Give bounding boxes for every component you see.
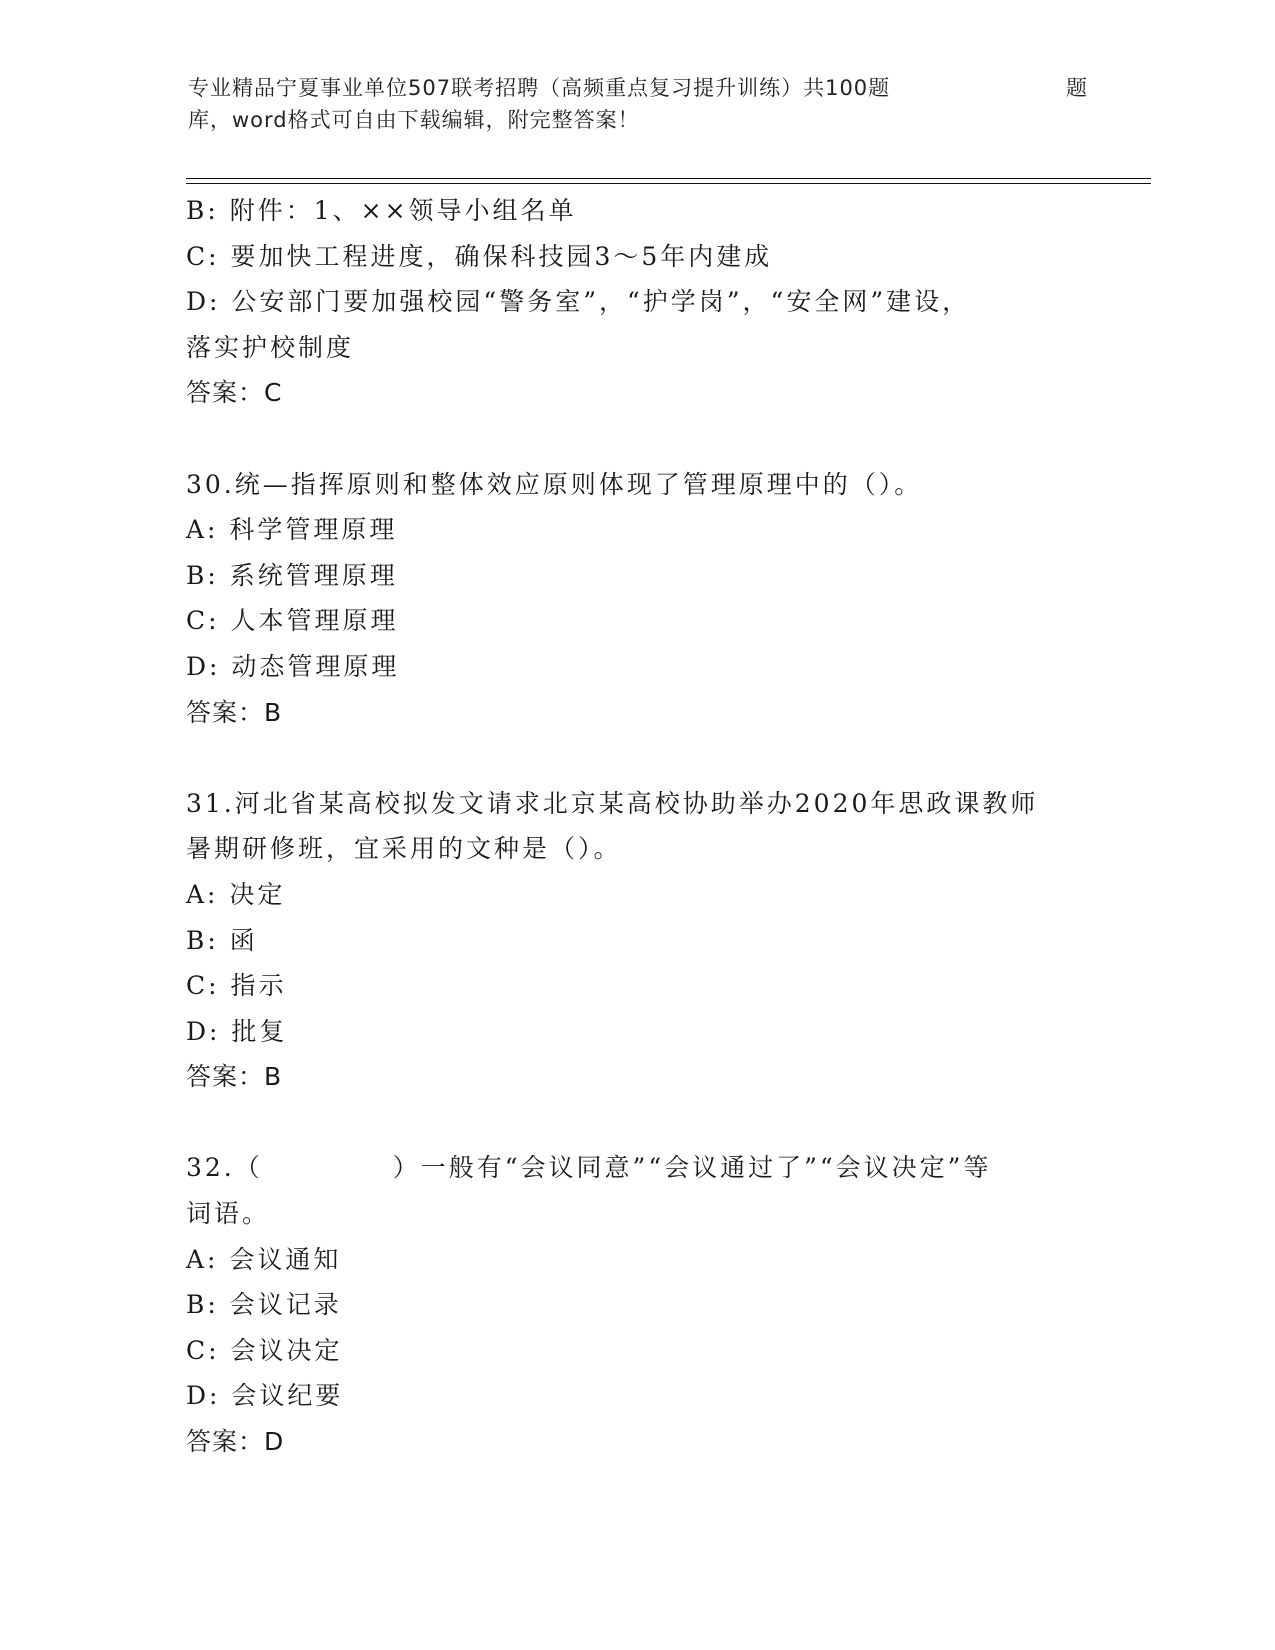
header-title: 专业精品宁夏事业单位507联考招聘（高频重点复习提升训练）共100题 — [188, 76, 891, 100]
option-d-continued: 落实护校制度 — [186, 332, 355, 362]
question-32 — [186, 1145, 1086, 1464]
option-b: B: 函 — [186, 925, 258, 955]
option-b: B: 系统管理原理 — [186, 560, 398, 590]
header-line-1 — [188, 72, 1088, 104]
option-d: D: 动态管理原理 — [186, 651, 400, 681]
answer: 答案：B — [186, 697, 283, 727]
option-a: A: 决定 — [186, 879, 286, 909]
spacer — [186, 416, 1086, 462]
option-a: A: 科学管理原理 — [186, 515, 398, 545]
option-b: B: 附件：1、××领导小组名单 — [186, 196, 577, 225]
option-d: D: 公安部门要加强校园“警务室”，“护学岗”，“安全网”建设， — [186, 287, 971, 317]
question-stem — [186, 1145, 1086, 1191]
option-c: C: 指示 — [186, 971, 287, 1001]
header-rule-top — [186, 178, 1151, 179]
spacer — [186, 735, 1086, 781]
question-30 — [186, 462, 1086, 736]
option-c: C: 人本管理原理 — [186, 606, 399, 636]
option-c: C: 要加快工程进度，确保科技园3～5年内建成 — [186, 241, 773, 271]
answer: 答案：B — [186, 1062, 283, 1092]
option-d: D: 会议纪要 — [186, 1381, 344, 1411]
answer: 答案：C — [186, 378, 283, 408]
question-stem-continued: 暑期研修班，宜采用的文种是（）。 — [186, 834, 622, 864]
question-stem-continued: 词语。 — [186, 1199, 271, 1229]
document-header — [188, 72, 1088, 136]
question-stem: 31.河北省某高校拟发文请求北京某高校协助举办2020年思政课教师 — [186, 788, 1039, 818]
header-line-2: 库，word格式可自由下载编辑，附完整答案！ — [188, 108, 640, 132]
question-31 — [186, 781, 1086, 1100]
header-title-tail: 题 — [1066, 76, 1088, 100]
previous-question-tail — [186, 188, 1086, 416]
document-body — [186, 188, 1086, 1465]
question-stem-start: 32.（ — [186, 1153, 263, 1183]
option-b: B: 会议记录 — [186, 1290, 342, 1320]
header-rule-bottom — [186, 183, 1151, 184]
spacer — [186, 1100, 1086, 1146]
option-d: D: 批复 — [186, 1016, 288, 1046]
option-c: C: 会议决定 — [186, 1335, 343, 1365]
option-a: A: 会议通知 — [186, 1244, 342, 1274]
question-stem-end: ）一般有“会议同意”“会议通过了”“会议决定”等 — [392, 1153, 992, 1183]
answer: 答案：D — [186, 1427, 285, 1457]
question-stem: 30.统—指挥原则和整体效应原则体现了管理原理中的（）。 — [186, 469, 923, 499]
